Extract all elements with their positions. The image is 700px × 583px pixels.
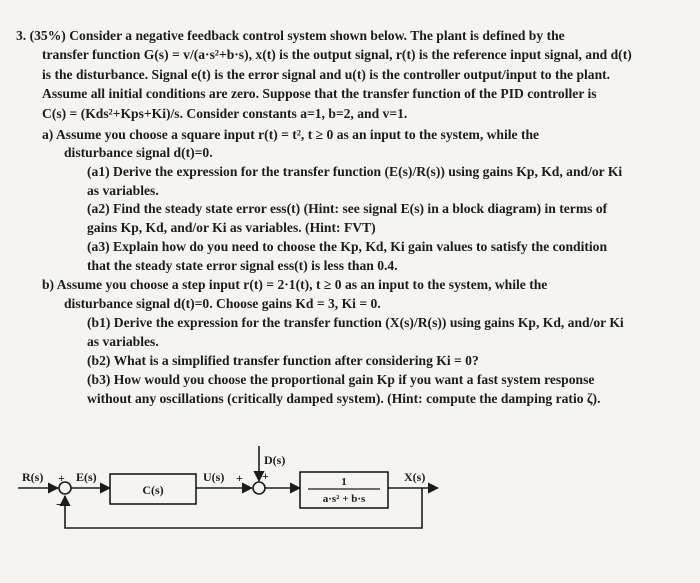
plant-denominator: a·s² + b·s [322, 493, 366, 505]
u-label: U(s) [203, 470, 225, 484]
problem-line-4: Assume all initial conditions are zero. Suppose that the transfer function of the PID controller is [42, 86, 597, 101]
output-label: X(s) [404, 470, 426, 484]
part-a1-line-1: (a1) Derive the expression for the transfer function (E(s)/R(s)) using gains Kp, Kd, and/or Ki [87, 164, 623, 179]
error-label: E(s) [76, 470, 97, 484]
part-b1-line-1: (b1) Derive the expression for the transfer function (X(s)/R(s)) using gains Kp, Kd, and/or Ki [87, 315, 624, 330]
plus-sign-d: + [262, 469, 269, 483]
problem-line-1: 3. (35%) Consider a negative feedback control system shown below. The plant is defined by the [16, 28, 565, 43]
part-b-line-2: disturbance signal d(t)=0. Choose gains Kd = 3, Ki = 0. [64, 296, 381, 311]
plus-sign-u: + [236, 471, 243, 485]
controller-label: C(s) [142, 483, 164, 497]
disturbance-junction [253, 482, 265, 494]
problem-line-5: C(s) = (Kds²+Kps+Ki)/s. Consider constants a=1, b=2, and v=1. [42, 106, 408, 121]
plus-sign-input: + [58, 471, 65, 485]
part-a2-line-1: (a2) Find the steady state error ess(t) (Hint: see signal E(s) in a block diagram) in terms of [87, 201, 608, 216]
summing-junction [59, 482, 71, 494]
part-a2-line-2: gains Kp, Kd, and/or Ki as variables. (Hint: FVT) [87, 220, 376, 235]
part-b3-line-2: without any oscillations (critically damped system). (Hint: compute the damping ratio ζ). [87, 391, 601, 406]
problem-line-3: is the disturbance. Signal e(t) is the error signal and u(t) is the controller output/input to the plant. [42, 67, 611, 82]
part-b1-line-2: as variables. [87, 334, 159, 349]
input-label: R(s) [22, 470, 44, 484]
plant-numerator: 1 [341, 476, 347, 488]
part-a3-line-1: (a3) Explain how do you need to choose the Kp, Kd, Ki gain values to satisfy the condition [87, 239, 608, 254]
minus-sign: − [56, 498, 64, 513]
problem-line-2: transfer function G(s) = v/(a·s²+b·s), x(t) is the output signal, r(t) is the reference input signal, and d(t) [42, 47, 632, 62]
part-a3-line-2: that the steady state error signal ess(t) is less than 0.4. [87, 258, 398, 273]
part-b2-line: (b2) What is a simplified transfer function after considering Ki = 0? [87, 353, 479, 368]
disturbance-label: D(s) [264, 453, 286, 467]
part-a-line-2: disturbance signal d(t)=0. [64, 145, 213, 160]
part-b-line-1: b) Assume you choose a step input r(t) = 2·1(t), t ≥ 0 as an input to the system, while the [42, 277, 548, 292]
part-b3-line-1: (b3) How would you choose the proportional gain Kp if you want a fast system response [87, 372, 595, 387]
part-a1-line-2: as variables. [87, 183, 159, 198]
part-a-line-1: a) Assume you choose a square input r(t) = t², t ≥ 0 as an input to the system, while the [42, 127, 540, 142]
